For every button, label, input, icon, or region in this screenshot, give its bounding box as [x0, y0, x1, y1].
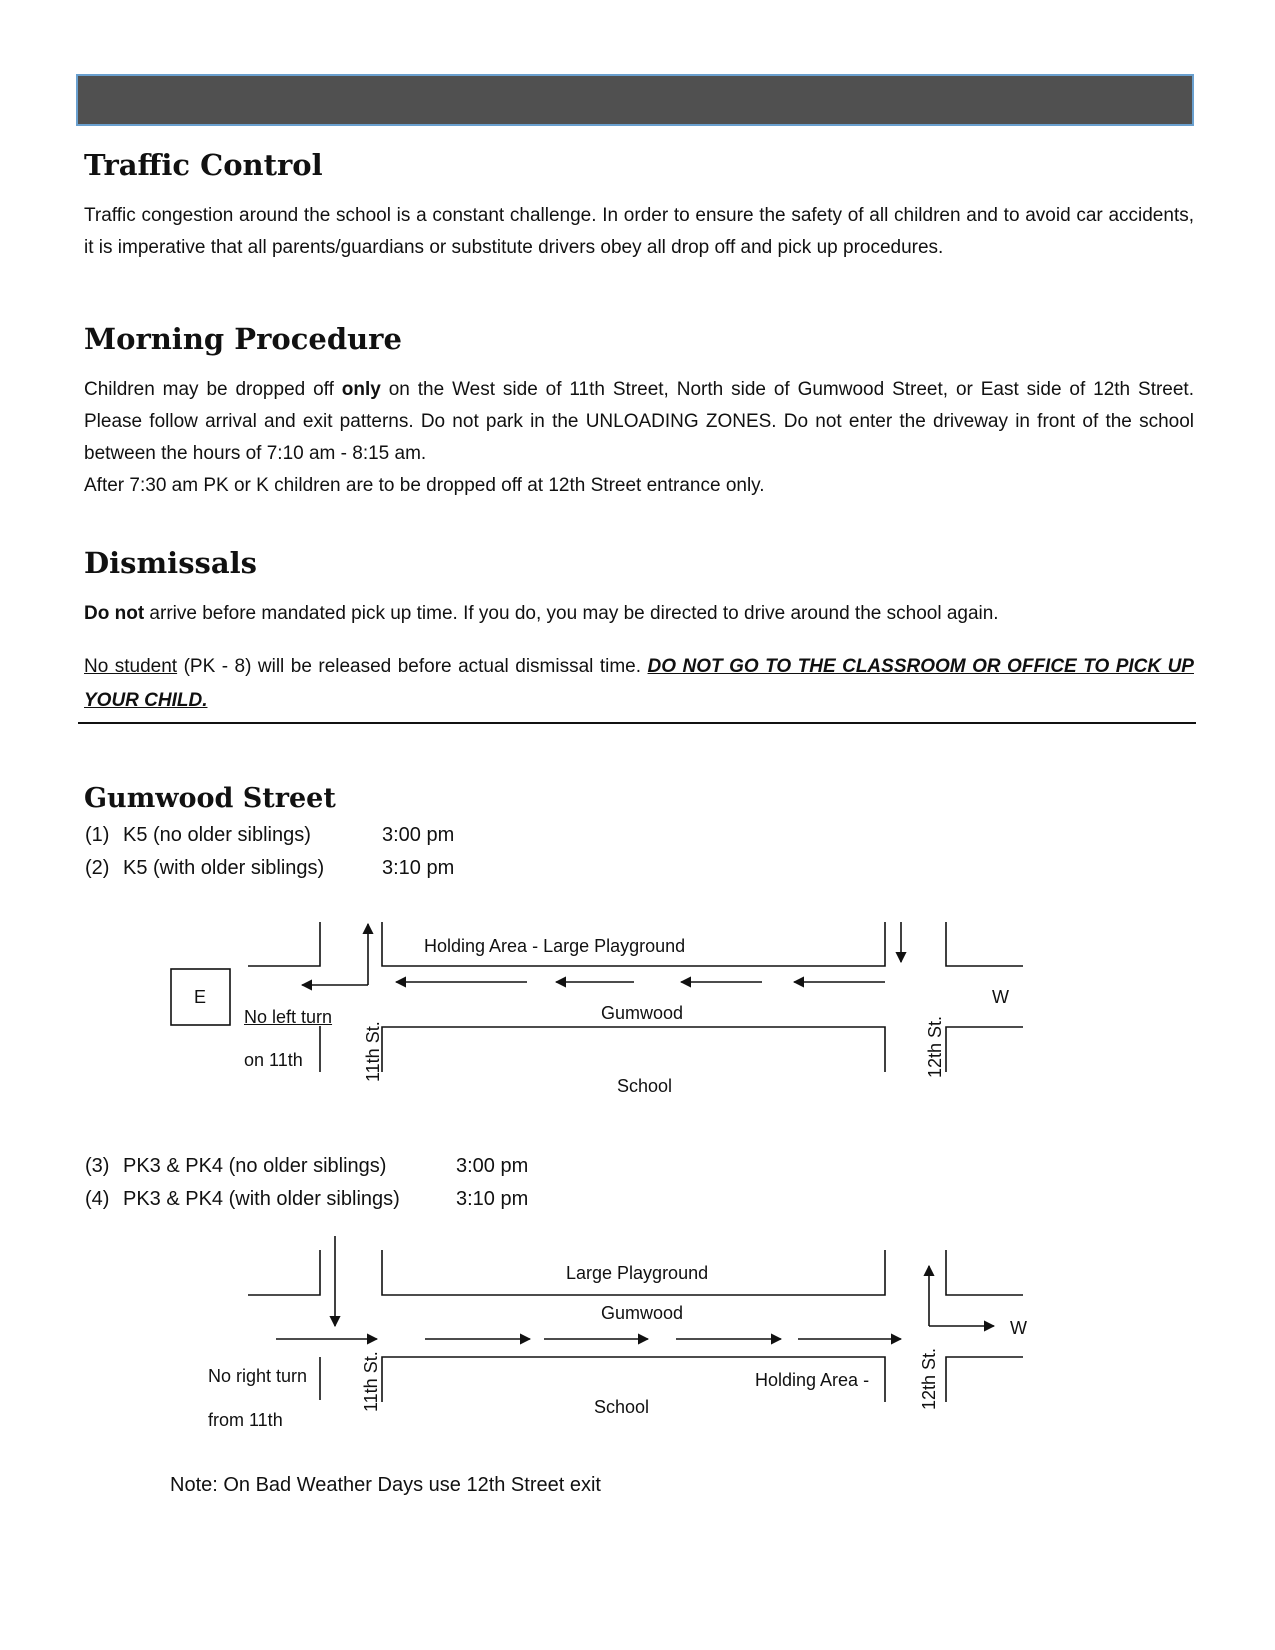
morning-procedure-body: [84, 374, 1194, 502]
no-right-turn-label: No right turn: [208, 1366, 308, 1386]
morning-text-1: Children may be dropped off: [84, 379, 342, 400]
road-edge: [946, 922, 1023, 966]
gumwood-heading: Gumwood Street: [84, 783, 336, 814]
no-student: No student: [84, 656, 178, 677]
dismissals-line2-rest: (PK - 8) will be released before actual dismissal time.: [177, 656, 648, 677]
road-edge: [946, 1250, 1023, 1295]
schedule-time: 3:00 pm: [456, 1155, 529, 1177]
11th-street-label: 11th St.: [363, 1021, 383, 1082]
road-edge: [382, 1027, 885, 1072]
morning-text-line2: After 7:30 am PK or K children are to be dropped off at 12th Street entrance only.: [84, 475, 765, 496]
dismissals-heading: Dismissals: [84, 546, 257, 580]
traffic-control-body: Traffic congestion around the school is a constant challenge. In order to ensure the safety of all children and to avoid car accidents, it is imperative that all parents/guardians or substitute drivers obey all drop off and pick up procedures.: [84, 205, 1194, 258]
morning-text-2: on the West side of 11th Street, North side of Gumwood Street, or East side of 12th Street. Please follow arrival and exit patterns. Do not park in the UNLOADING ZONES. Do not enter the driveway in front of the school between the hours of 7:10 am - 8:15 am.: [84, 379, 1194, 464]
schedule-num: (3): [85, 1155, 110, 1177]
road-edge: [248, 1250, 320, 1295]
bad-weather-note: Note: On Bad Weather Days use 12th Street exit: [170, 1474, 601, 1496]
schedule-label: PK3 & PK4 (with older siblings): [123, 1188, 400, 1210]
schedule-time: 3:10 pm: [382, 857, 455, 879]
dismissals-line2: [84, 650, 1194, 718]
gumwood-street-label-b: Gumwood: [601, 1303, 684, 1323]
12th-street-label-b: 12th St.: [919, 1347, 939, 1410]
dismissals-line1: [84, 598, 1194, 630]
schedule-num: (1): [85, 824, 110, 846]
gumwood-street-label: Gumwood: [601, 1003, 684, 1023]
schedule-label: K5 (with older siblings): [123, 857, 325, 879]
section-divider: [78, 722, 1196, 724]
schedule-num: (2): [85, 857, 110, 879]
11th-street-label-b: 11th St.: [361, 1351, 381, 1412]
east-label: E: [194, 987, 207, 1007]
schedule-label: K5 (no older siblings): [123, 824, 311, 846]
morning-procedure-heading: Morning Procedure: [84, 322, 402, 356]
road-edge: [248, 922, 320, 966]
school-label-b: School: [594, 1397, 650, 1417]
road-edge: [946, 1357, 1023, 1402]
header-bar: [76, 74, 1194, 126]
no-right-turn-label-2: from 11th: [208, 1410, 283, 1430]
school-label: School: [617, 1076, 673, 1096]
traffic-control-heading: Traffic Control: [84, 148, 323, 182]
road-edge: [946, 1027, 1023, 1072]
holding-area-label: Holding Area - Large Playground: [424, 936, 686, 956]
large-playground-label: Large Playground: [566, 1263, 709, 1283]
dismissals-line1-rest: arrive before mandated pick up time. If you do, you may be directed to drive around the school again.: [144, 603, 999, 624]
dismissals-warning: DO NOT GO TO THE CLASSROOM OR OFFICE TO PICK UP YOUR CHILD.: [84, 656, 1194, 711]
west-label: W: [992, 987, 1009, 1007]
no-left-turn-label-2: on 11th: [244, 1050, 303, 1070]
schedule-time: 3:10 pm: [456, 1188, 529, 1210]
dismissals-do-not: Do not: [84, 603, 145, 624]
schedule-num: (4): [85, 1188, 110, 1210]
12th-street-label: 12th St.: [925, 1015, 945, 1078]
holding-area-label-b: Holding Area -: [755, 1370, 870, 1390]
morning-text-bold: only: [341, 379, 381, 400]
schedule-time: 3:00 pm: [382, 824, 455, 846]
no-left-turn-label: No left turn: [244, 1007, 333, 1027]
west-label-b: W: [1010, 1318, 1027, 1338]
schedule-label: PK3 & PK4 (no older siblings): [123, 1155, 387, 1177]
